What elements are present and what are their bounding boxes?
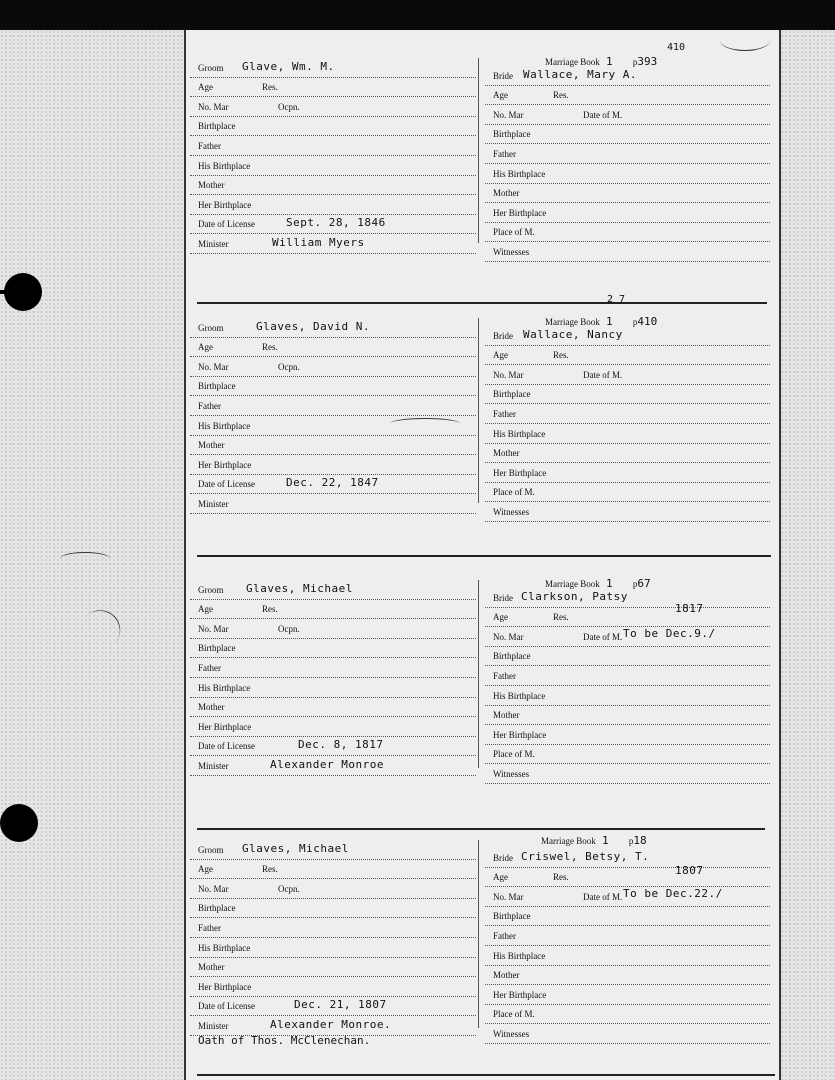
no-mar-row: No. Mar Ocpn. xyxy=(190,357,476,377)
oath-note: Oath of Thos. McClenechan. xyxy=(198,1034,371,1047)
marriage-book-ref: Marriage Book 1 p410 xyxy=(545,315,658,328)
bride-row: Bride Wallace, Mary A. xyxy=(485,66,770,86)
license-row: Date of License Sept. 28, 1846 xyxy=(190,215,476,235)
bride-her-birthplace-row: Her Birthplace xyxy=(485,725,770,745)
groom-name: Glaves, Michael xyxy=(246,581,353,595)
page-note: 410 xyxy=(667,42,686,53)
place-of-m-row: Place of M. xyxy=(485,1005,770,1025)
record-separator xyxy=(197,302,767,304)
bride-res: 1817 xyxy=(675,602,704,616)
groom-row: Groom Glaves, David N. xyxy=(190,318,476,338)
bride-name: Criswel, Betsy, T. xyxy=(521,849,650,863)
bride-name: Wallace, Nancy xyxy=(523,327,623,341)
bride-father-row: Father xyxy=(485,404,770,424)
groom-row: Groom Glave, Wm. M. xyxy=(190,58,476,78)
age-row: Age Res. xyxy=(190,338,476,358)
no-mar-row: No. Mar Ocpn. xyxy=(190,619,476,639)
bride-his-birthplace-row: His Birthplace xyxy=(485,686,770,706)
date-of-marriage: To be Dec.22./ xyxy=(623,886,723,900)
scan-top-border xyxy=(0,0,835,30)
marriage-book-ref: Marriage Book 1 p393 xyxy=(545,55,658,68)
father-row: Father xyxy=(190,918,476,938)
mother-row: Mother xyxy=(190,176,476,196)
place-of-m-row: Place of M. xyxy=(485,483,770,503)
groom-name: Glave, Wm. M. xyxy=(242,59,335,73)
groom-row: Groom Glaves, Michael xyxy=(190,580,476,600)
mother-row: Mother xyxy=(190,436,476,456)
license-row: Date of License Dec. 22, 1847 xyxy=(190,475,476,495)
bride-his-birthplace-row: His Birthplace xyxy=(485,164,770,184)
his-birthplace-row: His Birthplace xyxy=(190,938,476,958)
bride-res: 1807 xyxy=(675,864,704,878)
groom-column xyxy=(190,58,476,254)
his-birthplace-row: His Birthplace xyxy=(190,678,476,698)
license-date: Dec. 8, 1817 xyxy=(298,738,384,752)
groom-name: Glaves, Michael xyxy=(242,841,349,855)
her-birthplace-row: Her Birthplace xyxy=(190,717,476,737)
record-separator xyxy=(197,1074,775,1076)
bride-father-row: Father xyxy=(485,666,770,686)
place-of-m-row: Place of M. xyxy=(485,223,770,243)
witnesses-row: Witnesses xyxy=(485,242,770,262)
bride-column xyxy=(485,42,770,262)
bride-her-birthplace-row: Her Birthplace xyxy=(485,203,770,223)
page-note: 2 7 xyxy=(607,294,626,305)
no-mar-row: No. Mar Ocpn. xyxy=(190,97,476,117)
bride-row: Bride Criswel, Betsy, T. xyxy=(485,848,770,868)
bride-column xyxy=(485,834,770,1044)
bride-birthplace-row: Birthplace xyxy=(485,907,770,927)
bride-birthplace-row: Birthplace xyxy=(485,647,770,667)
bride-birthplace-row: Birthplace xyxy=(485,125,770,145)
bride-her-birthplace-row: Her Birthplace xyxy=(485,985,770,1005)
bride-column xyxy=(485,294,770,522)
minister-name: Alexander Monroe. xyxy=(270,1017,392,1031)
minister-row: Minister Alexander Monroe xyxy=(190,756,476,776)
his-birthplace-row: His Birthplace xyxy=(190,416,476,436)
groom-column xyxy=(190,318,476,514)
bride-no-mar-row: No. Mar Date of M. To be Dec.9./ xyxy=(485,627,770,647)
father-row: Father xyxy=(190,658,476,678)
license-date: Dec. 22, 1847 xyxy=(286,476,379,490)
marriage-book-ref: Marriage Book 1 p18 xyxy=(541,834,647,847)
his-birthplace-row: His Birthplace xyxy=(190,156,476,176)
witnesses-row: Witnesses xyxy=(485,502,770,522)
birthplace-row: Birthplace xyxy=(190,899,476,919)
minister-row: Minister William Myers xyxy=(190,234,476,254)
her-birthplace-row: Her Birthplace xyxy=(190,455,476,475)
bride-no-mar-row: No. Mar Date of M. To be Dec.22./ xyxy=(485,887,770,907)
groom-name: Glaves, David N. xyxy=(256,319,370,333)
witnesses-row: Witnesses xyxy=(485,764,770,784)
bride-his-birthplace-row: His Birthplace xyxy=(485,424,770,444)
bride-father-row: Father xyxy=(485,144,770,164)
pencil-mark xyxy=(390,418,460,429)
minister-row: Minister xyxy=(190,494,476,514)
her-birthplace-row: Her Birthplace xyxy=(190,977,476,997)
record-separator xyxy=(197,555,771,557)
bride-age-row: Age Res. xyxy=(485,346,770,366)
bride-mother-row: Mother xyxy=(485,966,770,986)
pencil-mark xyxy=(60,552,110,565)
license-date: Dec. 21, 1807 xyxy=(294,998,387,1012)
bride-column xyxy=(485,577,770,784)
bride-mother-row: Mother xyxy=(485,444,770,464)
bride-row: Bride Clarkson, Patsy xyxy=(485,588,770,608)
bride-age-row: Age Res. 1817 xyxy=(485,608,770,628)
age-row: Age Res. xyxy=(190,78,476,98)
mother-row: Mother xyxy=(190,958,476,978)
age-row: Age Res. xyxy=(190,860,476,880)
license-row: Date of License Dec. 8, 1817 xyxy=(190,737,476,757)
bride-age-row: Age Res. 1807 xyxy=(485,868,770,888)
birthplace-row: Birthplace xyxy=(190,377,476,397)
minister-row: Minister Alexander Monroe. xyxy=(190,1016,476,1036)
pencil-mark xyxy=(720,30,770,51)
bride-father-row: Father xyxy=(485,926,770,946)
bride-his-birthplace-row: His Birthplace xyxy=(485,946,770,966)
witnesses-row: Witnesses xyxy=(485,1024,770,1044)
bride-name: Clarkson, Patsy xyxy=(521,589,628,603)
date-of-marriage: To be Dec.9./ xyxy=(623,626,716,640)
bride-her-birthplace-row: Her Birthplace xyxy=(485,463,770,483)
place-of-m-row: Place of M. xyxy=(485,745,770,765)
bride-name: Wallace, Mary A. xyxy=(523,67,637,81)
bride-no-mar-row: No. Mar Date of M. xyxy=(485,105,770,125)
no-mar-row: No. Mar Ocpn. xyxy=(190,879,476,899)
bride-mother-row: Mother xyxy=(485,706,770,726)
father-row: Father xyxy=(190,136,476,156)
card-right-edge xyxy=(779,30,781,1080)
groom-column xyxy=(190,840,476,1047)
birthplace-row: Birthplace xyxy=(190,639,476,659)
groom-row: Groom Glaves, Michael xyxy=(190,840,476,860)
bride-mother-row: Mother xyxy=(485,184,770,204)
record-separator xyxy=(197,828,765,830)
marriage-book-ref: Marriage Book 1 p67 xyxy=(545,577,651,590)
bride-birthplace-row: Birthplace xyxy=(485,385,770,405)
mother-row: Mother xyxy=(190,698,476,718)
bride-row: Bride Wallace, Nancy xyxy=(485,326,770,346)
her-birthplace-row: Her Birthplace xyxy=(190,195,476,215)
groom-column xyxy=(190,580,476,776)
birthplace-row: Birthplace xyxy=(190,117,476,137)
card-left-edge xyxy=(184,30,186,1080)
minister-name: William Myers xyxy=(272,235,365,249)
bride-age-row: Age Res. xyxy=(485,86,770,106)
license-date: Sept. 28, 1846 xyxy=(286,216,386,230)
license-row: Date of License Dec. 21, 1807 xyxy=(190,997,476,1017)
punch-hole-top-tab xyxy=(0,290,10,294)
bride-no-mar-row: No. Mar Date of M. xyxy=(485,365,770,385)
age-row: Age Res. xyxy=(190,600,476,620)
minister-name: Alexander Monroe xyxy=(270,757,384,771)
father-row: Father xyxy=(190,396,476,416)
punch-hole-bottom xyxy=(0,804,38,842)
